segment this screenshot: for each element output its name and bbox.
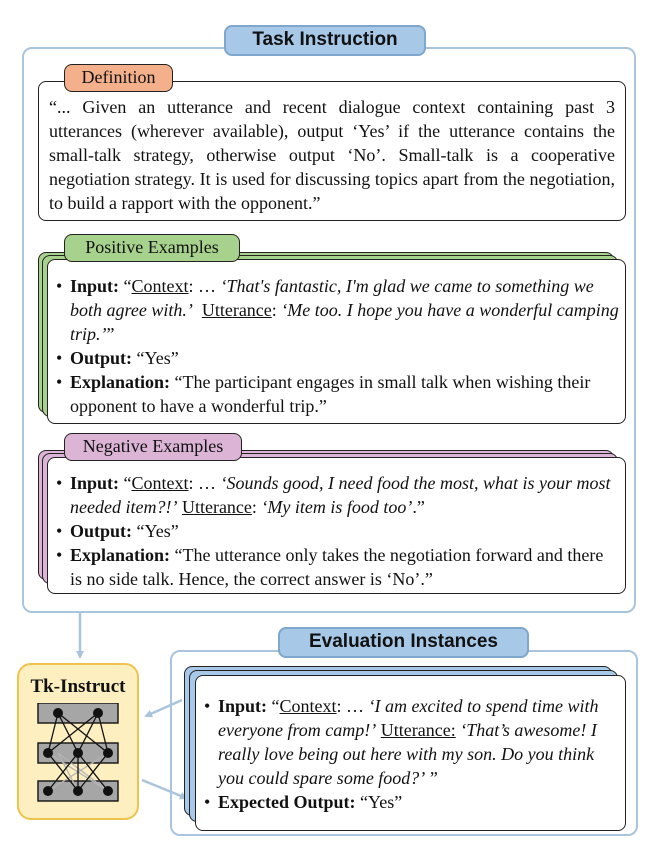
negative-context-label: Context [131, 473, 189, 493]
eval-quote-open: “ [271, 696, 280, 716]
eval-context-label: Context [279, 696, 337, 716]
positive-output-label: Output: [70, 348, 133, 368]
negative-input-item [56, 471, 619, 519]
tk-instruct-label: Tk-Instruct [30, 676, 126, 697]
positive-context-sep: : … [188, 276, 221, 296]
positive-context-label: Context [131, 276, 189, 296]
negative-utterance-label: Utterance [181, 497, 252, 517]
eval-expected-value: “Yes” [360, 792, 403, 812]
positive-utterance-text: ‘Me too. I hope you have a wonderful camping trip.’ [70, 300, 619, 344]
positive-content [56, 274, 619, 418]
positive-quote-close: ” [106, 324, 115, 344]
evaluation-title: Evaluation Instances [278, 627, 529, 658]
positive-output-item [56, 346, 619, 370]
eval-input-item [204, 694, 620, 790]
negative-output-item [56, 519, 619, 543]
negative-quote-close: .” [412, 497, 425, 517]
eval-expected-label: Expected Output: [218, 792, 356, 812]
negative-input-label: Input: [70, 473, 120, 493]
positive-input-item [56, 274, 619, 346]
positive-context-text: ‘That's fantastic, I'm glad we came to something we both agree with.’ [70, 276, 594, 320]
definition-text: “... Given an utterance and recent dialogue context containing past 3 utterances (wherever available), output ‘Yes’ if the utterance contains the small-talk strategy, otherwise output ‘No’. Small-talk is a cooperative negotiation strategy. It is used for discussing topics apart from the negotiation, to build a rapport with the opponent.” [49, 97, 615, 213]
positive-explanation-text: “The participant engages in small talk when wishing their opponent to have a wonderful trip.” [70, 372, 591, 416]
negative-output-value: “Yes” [136, 521, 179, 541]
negative-utterance-text: ‘My item is food too’ [261, 497, 413, 517]
positive-explanation-label: Explanation: [70, 372, 171, 392]
eval-utterance-label: Utterance: [380, 720, 456, 740]
positive-utterance-sep: : [271, 300, 282, 320]
negative-output-label: Output: [70, 521, 133, 541]
eval-quote-close: ” [425, 768, 438, 788]
negative-explanation-label: Explanation: [70, 545, 171, 565]
positive-utterance-label: Utterance [201, 300, 272, 320]
negative-quote-open: “ [123, 473, 132, 493]
eval-input-label: Input: [218, 696, 268, 716]
positive-explanation-item [56, 370, 619, 418]
neural-network-icon [36, 703, 121, 803]
eval-utterance-text: ‘That’s awesome! I really love being out here with my son. Do you think you could spare some food?’ [218, 720, 597, 788]
eval-context-text: ‘I am excited to spend time with everyone from camp!’ [218, 696, 599, 740]
negative-explanation-item [56, 543, 619, 591]
negative-utterance-sep: : [251, 497, 262, 517]
negative-context-sep: : … [188, 473, 221, 493]
evaluation-content [204, 694, 620, 814]
negative-content [56, 471, 619, 591]
negative-explanation-text: “The utterance only takes the negotiation forward and there is no side talk. Hence, the correct answer is ‘No’.” [70, 545, 604, 589]
positive-examples-label: Positive Examples [64, 234, 240, 262]
negative-examples-label: Negative Examples [64, 433, 242, 461]
positive-input-label: Input: [70, 276, 120, 296]
eval-expected-item [204, 790, 620, 814]
task-instruction-title: Task Instruction [224, 25, 426, 56]
positive-quote-open: “ [123, 276, 132, 296]
negative-context-text: ‘Sounds good, I need food the most, what is your most needed item?!’ [70, 473, 611, 517]
positive-output-value: “Yes” [136, 348, 179, 368]
eval-context-sep: : … [336, 696, 369, 716]
definition-label: Definition [64, 64, 173, 92]
